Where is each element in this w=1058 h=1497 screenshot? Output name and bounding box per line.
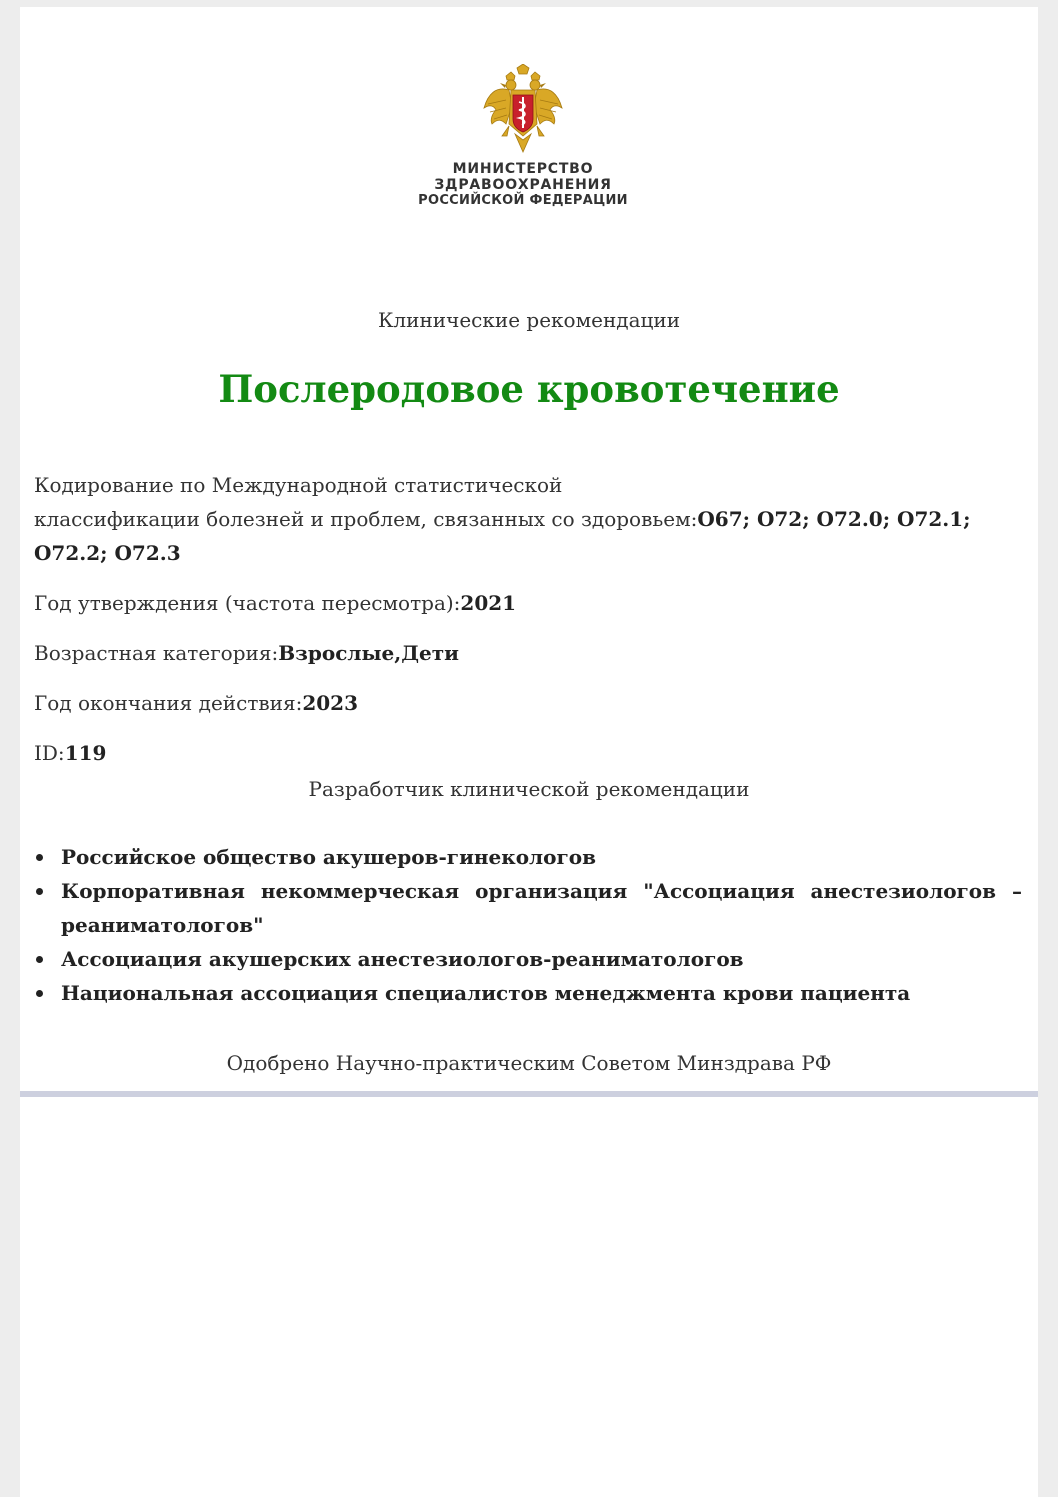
ministry-line-1: МИНИСТЕРСТВО [452, 161, 594, 177]
icd-label-line-2: классификации болезней и проблем, связанных со здоровьем: [34, 507, 698, 531]
document-page [20, 7, 1038, 1497]
list-item [34, 976, 1022, 1010]
list-item [34, 942, 1022, 976]
document-card [20, 7, 1038, 1091]
icd-coding-field [34, 468, 1024, 570]
bullet-icon [36, 854, 43, 861]
section-divider [20, 1091, 1038, 1097]
list-item [34, 840, 1022, 874]
document-title: Послеродовое кровотечение [218, 367, 840, 411]
developer-name: Российское общество акушеров-гинекологов [61, 845, 596, 869]
icd-codes-part-1: O67; O72; O72.0; O72.1; [697, 507, 971, 531]
approval-year-field [34, 586, 1024, 620]
age-category-field [34, 636, 1024, 670]
developers-list [34, 840, 1022, 1010]
document-fields [34, 468, 1024, 786]
developer-name: Корпоративная некоммерческая организация "Ассоциация анестезиологов – реаниматологов" [61, 879, 1022, 937]
end-year-field [34, 686, 1024, 720]
end-year-label: Год окончания действия: [34, 691, 303, 715]
bullet-icon [36, 990, 43, 997]
age-category-label: Возрастная категория: [34, 641, 279, 665]
id-field [34, 736, 1024, 770]
approval-year-value: 2021 [460, 591, 517, 615]
id-value: 119 [64, 741, 107, 765]
document-type: Клинические рекомендации [377, 308, 681, 332]
ministry-line-2: ЗДРАВООХРАНЕНИЯ [434, 177, 612, 193]
id-label: ID: [34, 741, 65, 765]
developers-heading: Разработчик клинической рекомендации [308, 777, 750, 801]
developer-name: Ассоциация акушерских анестезиологов-реаниматологов [61, 947, 744, 971]
approval-note: Одобрено Научно-практическим Советом Минздрава РФ [226, 1051, 832, 1075]
list-item [34, 874, 1022, 942]
double-headed-eagle-emblem-icon [482, 64, 564, 156]
bullet-icon [36, 888, 43, 895]
ministry-name [370, 161, 676, 209]
end-year-value: 2023 [302, 691, 359, 715]
icd-codes-part-2: O72.2; O72.3 [34, 541, 181, 565]
ministry-line-3: РОССИЙСКОЙ ФЕДЕРАЦИИ [418, 193, 628, 208]
bullet-icon [36, 956, 43, 963]
approval-year-label: Год утверждения (частота пересмотра): [34, 591, 461, 615]
icd-label-line-1: Кодирование по Международной статистической [34, 473, 563, 497]
age-category-value: Взрослые,Дети [278, 641, 459, 665]
developer-name: Национальная ассоциация специалистов менеджмента крови пациента [61, 981, 911, 1005]
